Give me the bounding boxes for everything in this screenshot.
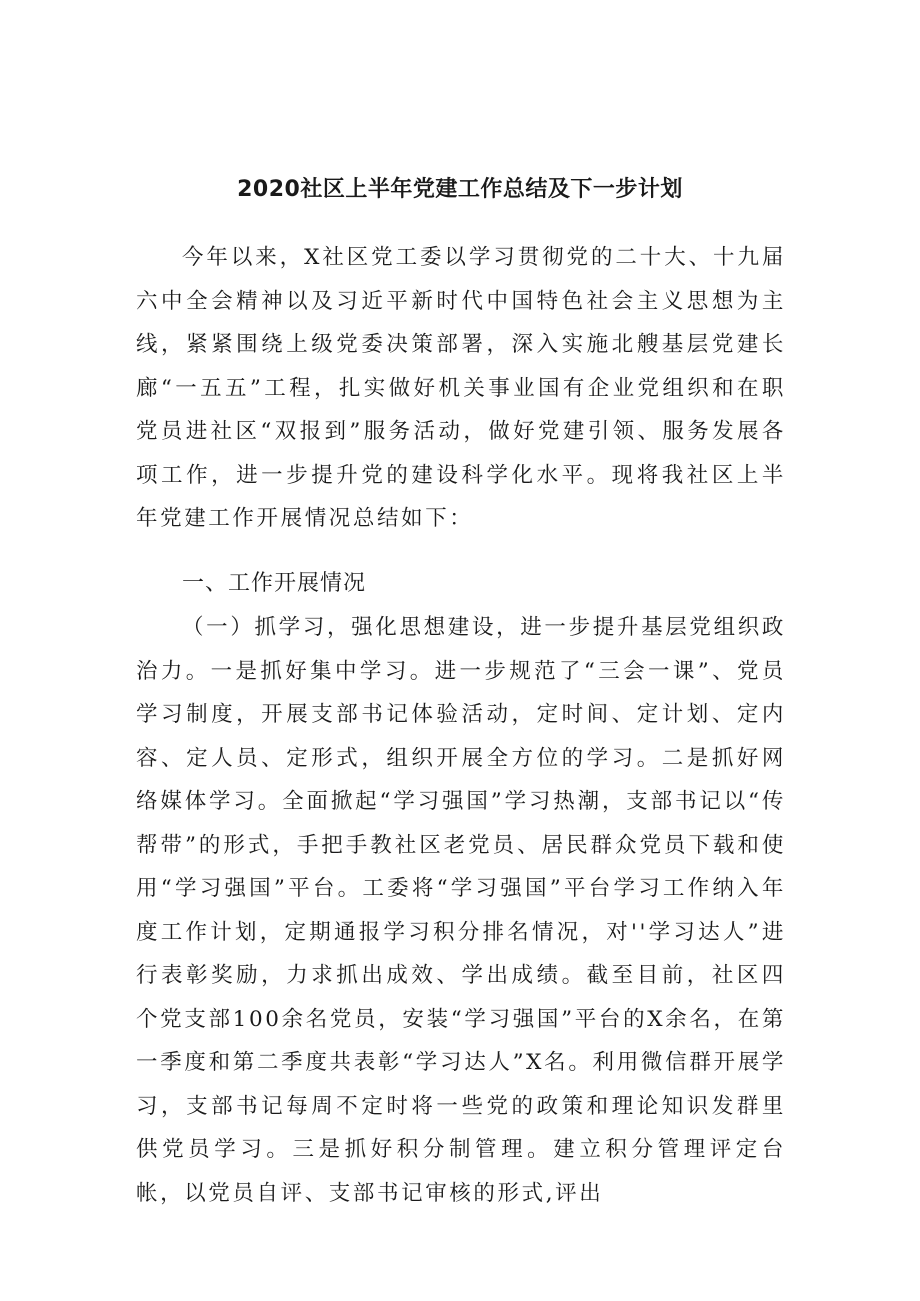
- intro-paragraph: 今年以来，X社区党工委以学习贯彻党的二十大、十九届六中全会精神以及习近平新时代中国特色社会主义思想为主线，紧紧围绕上级党委决策部署，深入实施北艘基层党建长廊“一五五”工程，扎实做好机关事业国有企业党组织和在职党员进社区“双报到”服务活动，做好党建引领、服务发展各项工作，进一步提升党的建设科学化水平。现将我社区上半年党建工作开展情况总结如下：: [136, 245, 786, 531]
- section-paragraph-study: （一）抓学习，强化思想建设，进一步提升基层党组织政治力。一是抓好集中学习。进一步规范了“三会一课”、党员学习制度，开展支部书记体验活动，定时间、定计划、定内容、定人员、定形式，组织开展全方位的学习。二是抓好网络媒体学习。全面掀起“学习强国”学习热潮，支部书记以“传帮带”的形式，手把手教社区老党员、居民群众党员下载和使用“学习强国”平台。工委将“学习强国”平台学习工作纳入年度工作计划，定期通报学习积分排名情况，对''学习达人”进行表彰奖励，力求抓出成效、学出成绩。截至目前，社区四个党支部100余名党员，安装“学习强国”平台的X余名，在第一季度和第二季度共表彰“学习达人”X名。利用微信群开展学习，支部书记每周不定时将一些党的政策和理论知识发群里供党员学习。三是抓好积分制管理。建立积分管理评定台帐，以党员自评、支部书记审核的形式,评出: [136, 615, 786, 1206]
- document-title: 2020社区上半年党建工作总结及下一步计划: [237, 177, 683, 202]
- section-heading-work-status: 一、工作开展情况: [182, 571, 367, 596]
